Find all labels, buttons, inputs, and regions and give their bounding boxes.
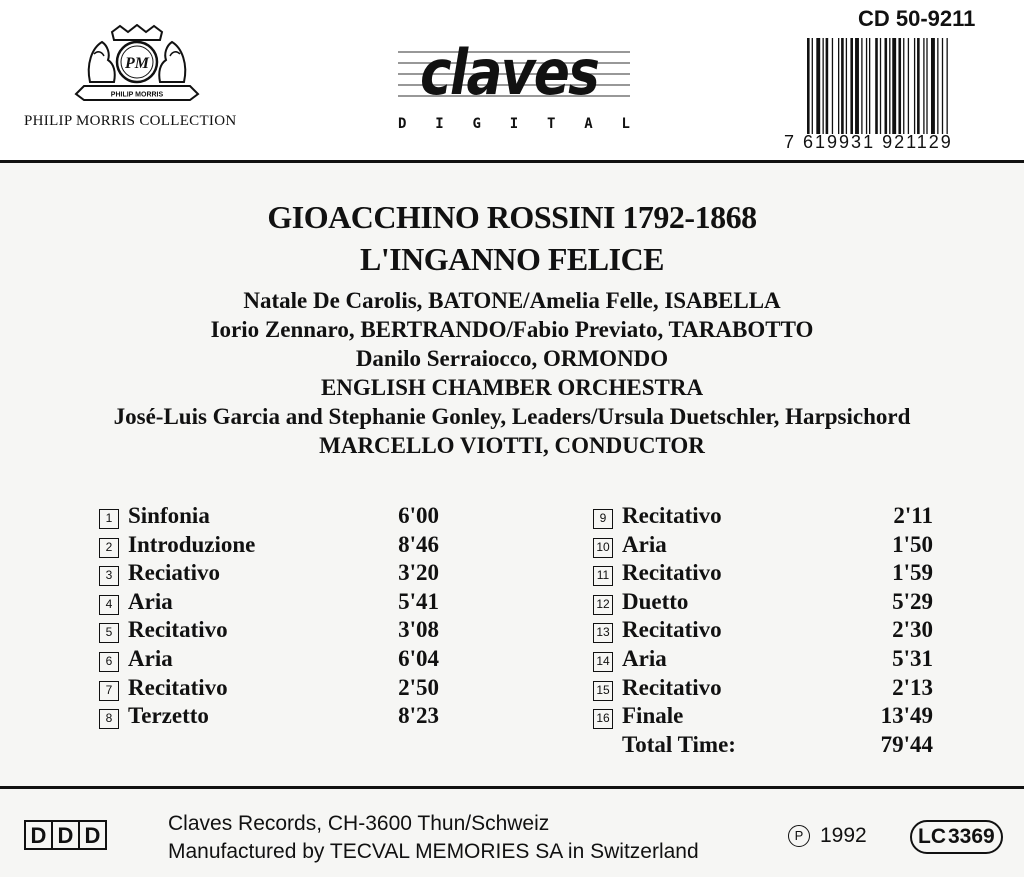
label-code-number: 3369 [948, 825, 995, 848]
track-number-box: 10 [593, 538, 613, 558]
track-duration: 2'13 [892, 674, 933, 700]
track-title: Aria [128, 645, 173, 671]
track-number-box: 5 [99, 623, 119, 643]
crest-monogram: PM [125, 55, 149, 72]
track-number-box: 2 [99, 538, 119, 558]
ddd-letter: D [24, 820, 53, 850]
philip-morris-crest-icon [72, 24, 202, 104]
track-row [99, 532, 439, 561]
track-title: Recitativo [622, 674, 722, 700]
track-list-right [593, 503, 933, 760]
track-title: Terzetto [128, 703, 209, 729]
composer-title: GIOACCHINO ROSSINI 1792-1868 [267, 199, 757, 235]
credits-block [0, 286, 1024, 460]
track-duration: 2'11 [893, 503, 933, 528]
track-number-box: 16 [593, 709, 613, 729]
track-row [593, 675, 933, 704]
track-title: Introduzione [128, 531, 256, 557]
header-divider [0, 160, 1024, 163]
track-row [99, 503, 439, 532]
track-row [593, 617, 933, 646]
track-number-box: 7 [99, 681, 119, 701]
credit-line: José-Luis Garcia and Stephanie Gonley, Leaders/Ursula Duetschler, Harpsichord [113, 404, 911, 429]
label-address: Claves Records, CH-3600 Thun/Schweiz [168, 812, 550, 835]
track-row [99, 560, 439, 589]
track-number-box: 14 [593, 652, 613, 672]
track-row [99, 675, 439, 704]
track-title: Aria [128, 588, 173, 614]
footer-divider [0, 786, 1024, 789]
track-duration: 1'50 [892, 531, 933, 557]
track-row [593, 646, 933, 675]
track-title: Aria [622, 531, 667, 557]
phonogram-copyright [788, 824, 867, 848]
track-duration: 3'08 [398, 617, 439, 643]
claves-wordmark: claves [420, 36, 599, 109]
header-band [0, 0, 1024, 163]
digital-letter: I [509, 116, 519, 132]
track-duration: 8'23 [398, 703, 439, 729]
total-time-label: Total Time: [622, 731, 736, 757]
track-number-box: 6 [99, 652, 119, 672]
track-duration: 6'00 [398, 503, 439, 528]
track-title: Recitativo [128, 617, 228, 643]
ddd-letter: D [78, 820, 107, 850]
track-number-box: 8 [99, 709, 119, 729]
track-duration: 2'30 [892, 617, 933, 643]
credit-line: Danilo Serraiocco, ORMONDO [355, 346, 669, 371]
footer-text [168, 810, 699, 866]
track-list-left [99, 503, 439, 732]
copyright-year: 1992 [820, 824, 867, 847]
track-title: Recitativo [128, 674, 228, 700]
track-number-box: 11 [593, 566, 613, 586]
track-duration: 2'50 [398, 674, 439, 700]
collection-caption: PHILIP MORRIS COLLECTION [24, 113, 237, 129]
track-row [593, 503, 933, 532]
track-title: Aria [622, 645, 667, 671]
track-row [99, 646, 439, 675]
track-title: Finale [622, 703, 684, 729]
digital-letter: A [584, 116, 593, 132]
track-number-box: 15 [593, 681, 613, 701]
track-title: Sinfonia [128, 503, 210, 528]
digital-letter: I [435, 116, 444, 132]
label-code-prefix: LC [918, 825, 946, 848]
digital-letter: T [547, 116, 556, 132]
credit-line: Iorio Zennaro, BERTRANDO/Fabio Previato, TARABOTTO [210, 317, 814, 342]
ddd-code-badge [24, 820, 105, 850]
barcode-icon [805, 38, 1003, 134]
title-block [0, 196, 1024, 280]
track-row [99, 617, 439, 646]
track-number-box: 9 [593, 509, 613, 529]
digital-caption [398, 116, 630, 132]
track-row [99, 589, 439, 618]
track-number-box: 1 [99, 509, 119, 529]
track-rows [593, 503, 933, 732]
track-duration: 1'59 [892, 560, 933, 586]
crest-ribbon-text: PHILIP MORRIS [110, 91, 164, 99]
credit-line: ENGLISH CHAMBER ORCHESTRA [320, 375, 704, 400]
barcode-digits: 7 619931 921129 [784, 132, 953, 152]
track-duration: 5'29 [892, 588, 933, 614]
total-time-value: 79'44 [880, 731, 933, 757]
track-title: Reciativo [128, 560, 220, 586]
manufacturer-line: Manufactured by TECVAL MEMORIES SA in Switzerland [168, 840, 699, 863]
track-row [593, 532, 933, 561]
catalog-number: CD 50-9211 [858, 6, 976, 31]
track-duration: 13'49 [880, 703, 933, 729]
ddd-letter: D [51, 820, 80, 850]
track-row [593, 560, 933, 589]
work-title: L'INGANNO FELICE [359, 241, 665, 277]
credit-line: MARCELLO VIOTTI, CONDUCTOR [319, 433, 705, 458]
track-title: Recitativo [622, 617, 722, 643]
label-code-badge [910, 820, 1003, 854]
digital-letter: L [621, 116, 630, 132]
track-number-box: 12 [593, 595, 613, 615]
digital-letter: G [472, 116, 481, 132]
track-duration: 5'41 [398, 588, 439, 614]
track-title: Duetto [622, 588, 689, 614]
total-time-row [593, 732, 933, 761]
track-title: Recitativo [622, 503, 722, 528]
claves-logo [398, 30, 630, 140]
track-row [99, 703, 439, 732]
digital-letter: D [398, 116, 407, 132]
track-number-box: 4 [99, 595, 119, 615]
track-title: Recitativo [622, 560, 722, 586]
track-row [593, 703, 933, 732]
credit-line: Natale De Carolis, BATONE/Amelia Felle, ISABELLA [243, 288, 781, 313]
track-duration: 8'46 [398, 531, 439, 557]
track-duration: 5'31 [892, 645, 933, 671]
track-duration: 3'20 [398, 560, 439, 586]
track-duration: 6'04 [398, 645, 439, 671]
track-number-box: 13 [593, 623, 613, 643]
phonogram-icon: P [788, 825, 810, 847]
track-row [593, 589, 933, 618]
track-number-box: 3 [99, 566, 119, 586]
